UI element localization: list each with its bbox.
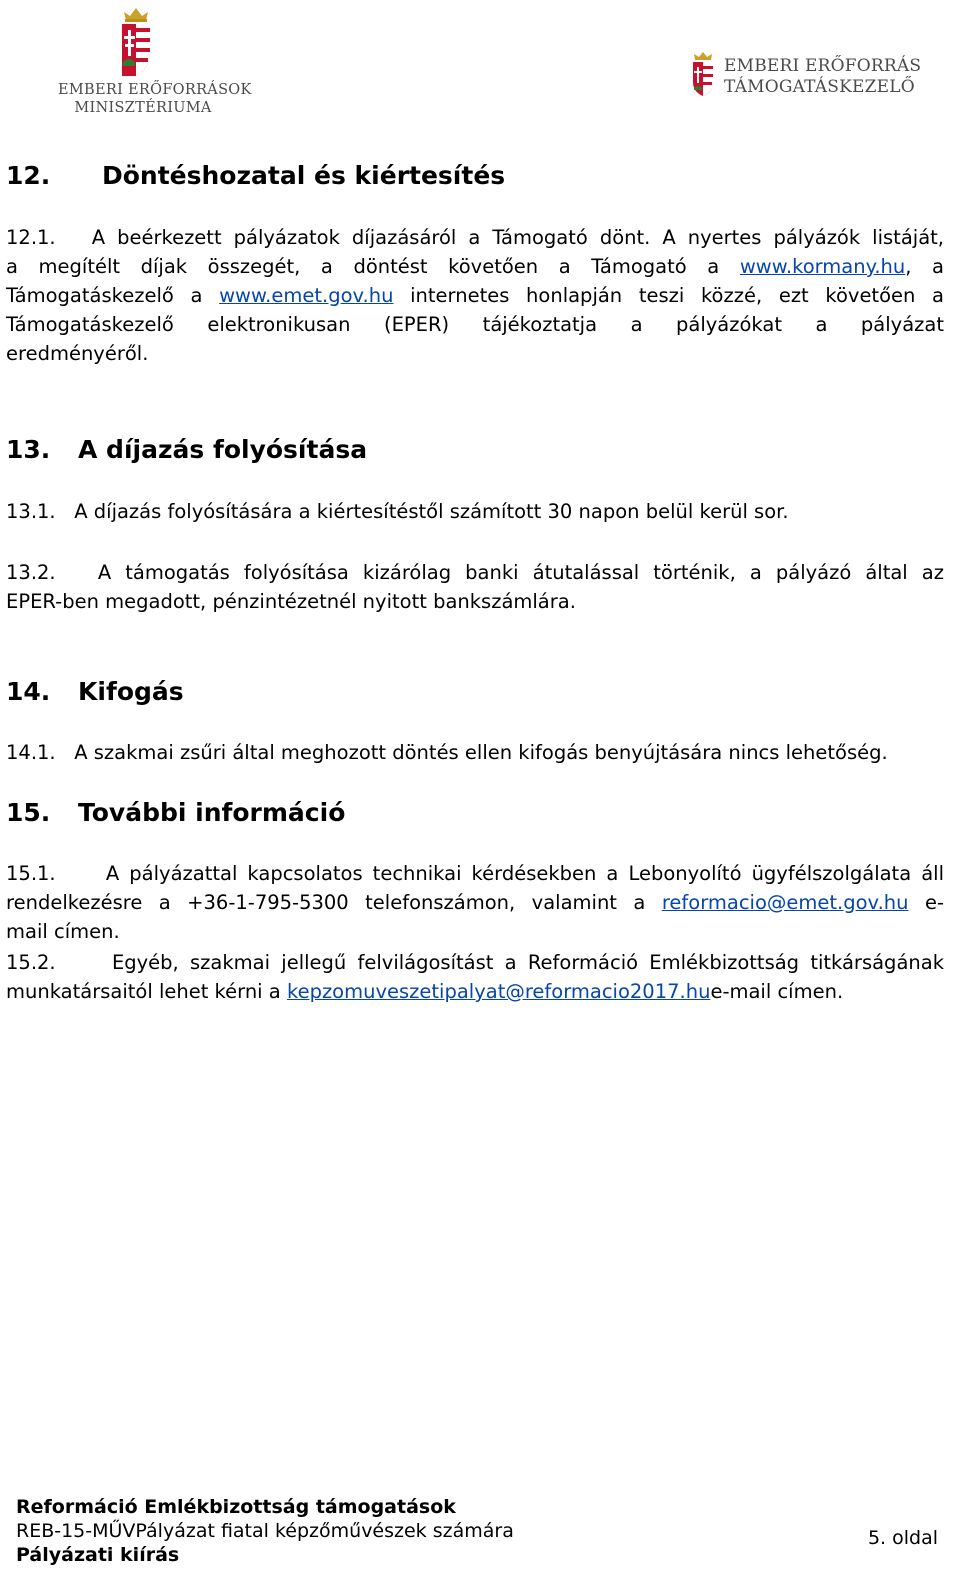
paragraph-13-1	[6, 497, 944, 526]
paragraph-line	[6, 738, 946, 767]
section-title: Kifogás	[78, 677, 184, 706]
paragraph-line	[6, 310, 944, 339]
section-title: Döntéshozatal és kiértesítés	[102, 161, 506, 190]
paragraph-number: 14.1.	[6, 741, 56, 764]
section-number: 12.	[6, 161, 51, 190]
paragraph-12-1	[6, 223, 944, 368]
paragraph-14-1	[6, 738, 946, 767]
ministry-logo-line-1: EMBERI ERŐFORRÁSOK	[58, 82, 252, 98]
paragraph-text: Támogatáskezelő elektronikusan (EPER) tájékoztatja a pályázókat a pályázat	[6, 313, 944, 336]
paragraph-text: rendelkezésre a +36-1-795-5300 telefonszámon, valamint a	[6, 891, 646, 914]
emet-logo-line-2: TÁMOGATÁSKEZELŐ	[724, 77, 915, 97]
paragraph-line	[6, 977, 944, 1006]
footer-title: Reformáció Emlékbizottság támogatások	[16, 1496, 456, 1518]
paragraph-text: EPER-ben megadott, pénzintézetnél nyitott bankszámlára.	[6, 590, 576, 613]
paragraph-line	[6, 558, 944, 587]
footer-doc-type: Pályázati kiírás	[16, 1544, 180, 1566]
section-title: További információ	[78, 798, 346, 827]
paragraph-line	[6, 223, 944, 252]
section-title: A díjazás folyósítása	[78, 435, 368, 464]
paragraph-line	[6, 948, 944, 977]
paragraph-text: internetes honlapján teszi közzé, ezt követően a	[410, 284, 944, 307]
paragraph-13-2	[6, 558, 944, 616]
ministry-logo	[58, 6, 252, 116]
footer-subtitle: REB-15-MŰVPályázat fiatal képzőművészek számára	[16, 1520, 514, 1542]
paragraph-15-1	[6, 859, 944, 946]
paragraph-line	[6, 917, 944, 946]
paragraph-text: Támogatáskezelő a	[6, 284, 203, 307]
paragraph-text: , a	[905, 255, 945, 278]
paragraph-line	[6, 497, 944, 526]
ministry-logo-line-2: MINISZTÉRIUMA	[74, 100, 212, 116]
paragraph-text: Egyéb, szakmai jellegű felvilágosítást a Reformáció Emlékbizottság titkárságának	[111, 951, 944, 974]
section-number: 13.	[6, 435, 51, 464]
paragraph-text: e-	[924, 891, 944, 914]
emet-link[interactable]: www.emet.gov.hu	[219, 284, 394, 307]
emet-crest-icon	[690, 52, 716, 96]
paragraph-text: munkatársaitól lehet kérni a	[6, 980, 281, 1003]
paragraph-text: e-mail címen.	[710, 980, 844, 1003]
paragraph-text: mail címen.	[6, 920, 120, 943]
paragraph-line	[6, 281, 944, 310]
kepzomuveszeti-email-link[interactable]: kepzomuveszetipalyat@reformacio2017.hu	[286, 980, 711, 1003]
paragraph-text: A szakmai zsűri által meghozott döntés ellen kifogás benyújtására nincs lehetőség.	[74, 741, 888, 764]
page-number: 5. oldal	[867, 1527, 938, 1549]
reformacio-email-link[interactable]: reformacio@emet.gov.hu	[661, 891, 909, 914]
paragraph-15-2	[6, 948, 944, 1006]
paragraph-line	[6, 859, 944, 888]
paragraph-text: a megítélt díjak összegét, a döntést követően a Támogató a	[6, 255, 720, 278]
paragraph-text: A pályázattal kapcsolatos technikai kérdésekben a Lebonyolító ügyfélszolgálata áll	[105, 862, 944, 885]
coat-of-arms-icon	[118, 6, 154, 78]
paragraph-number: 15.2.	[6, 951, 56, 974]
paragraph-text: A támogatás folyósítása kizárólag banki átutalással történik, a pályázó által az	[97, 561, 944, 584]
paragraph-line	[6, 252, 944, 281]
emet-logo	[690, 50, 930, 100]
paragraph-text: eredményéről.	[6, 342, 149, 365]
paragraph-text: A díjazás folyósítására a kiértesítéstől számított 30 napon belül kerül sor.	[74, 500, 789, 523]
kormany-link[interactable]: www.kormany.hu	[739, 255, 906, 278]
paragraph-number: 12.1.	[6, 226, 56, 249]
paragraph-line	[6, 339, 944, 368]
section-number: 15.	[6, 798, 51, 827]
paragraph-line	[6, 587, 944, 616]
paragraph-number: 15.1.	[6, 862, 56, 885]
paragraph-number: 13.2.	[6, 561, 56, 584]
paragraph-number: 13.1.	[6, 500, 56, 523]
paragraph-text: A beérkezett pályázatok díjazásáról a Támogató dönt. A nyertes pályázók listáját,	[91, 226, 944, 249]
section-number: 14.	[6, 677, 51, 706]
emet-logo-line-1: EMBERI ERŐFORRÁS	[724, 56, 922, 76]
paragraph-line	[6, 888, 944, 917]
